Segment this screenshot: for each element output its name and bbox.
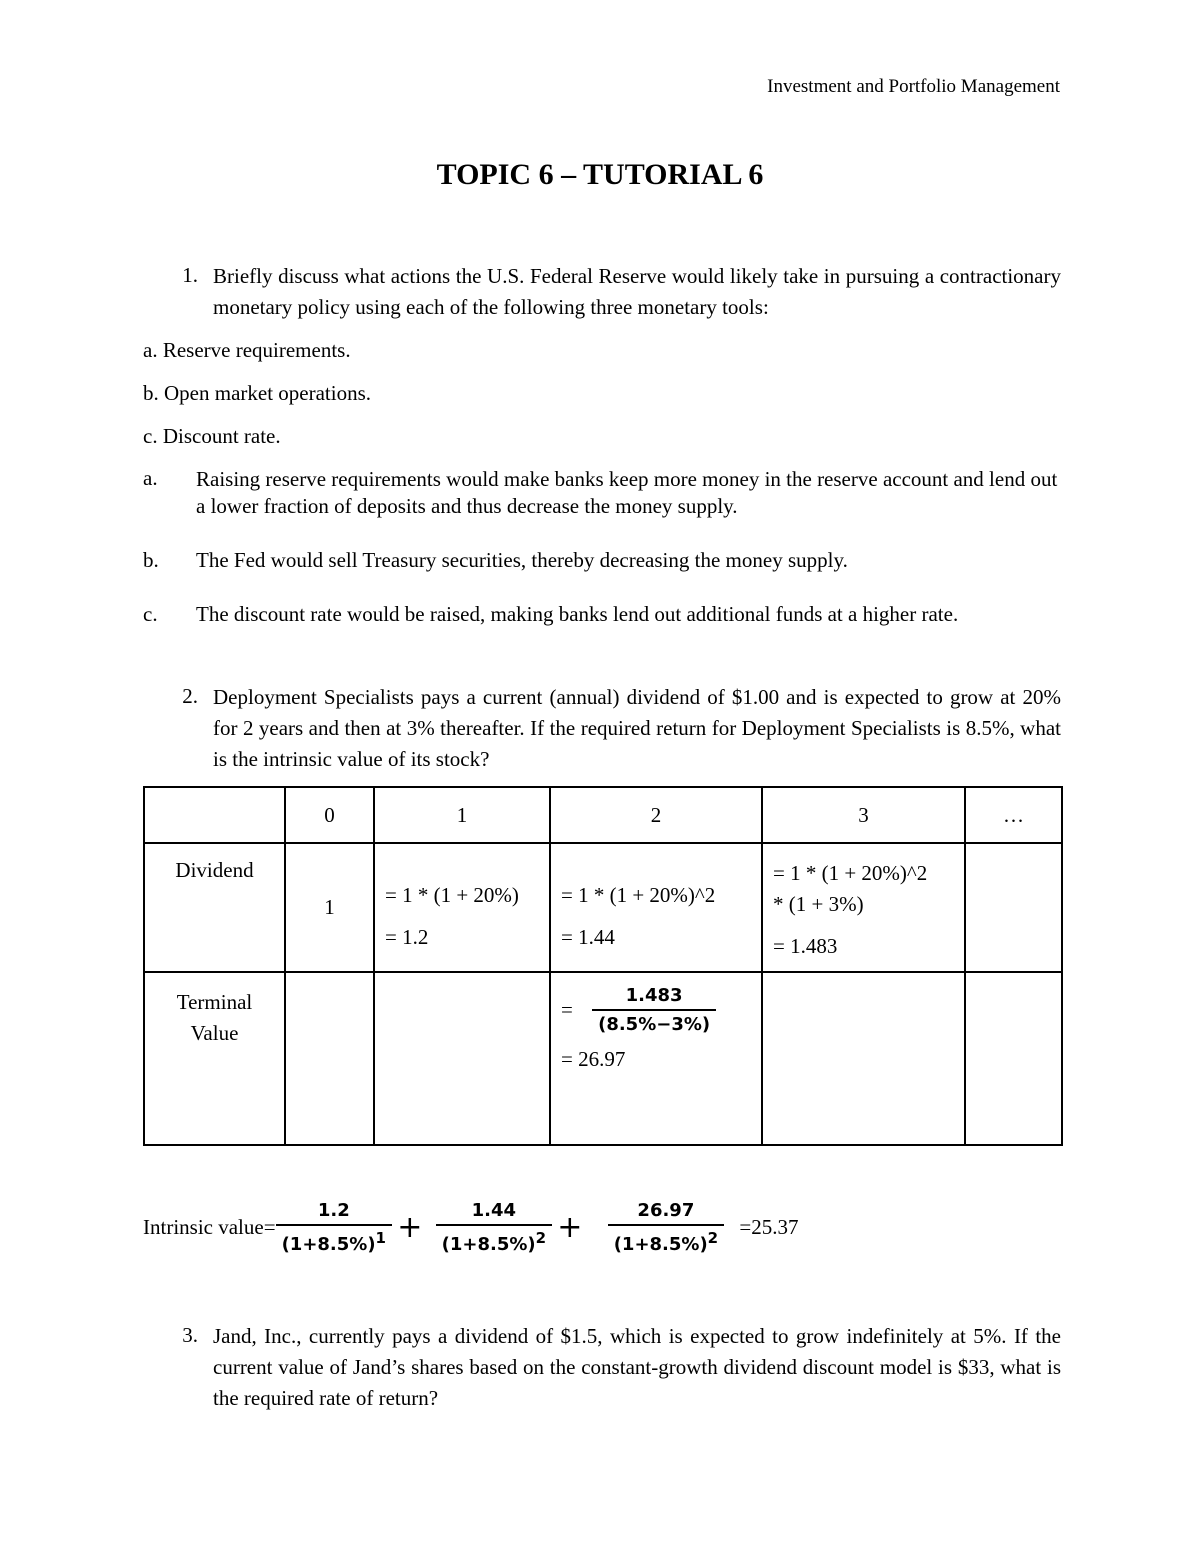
terminal-year-1 (374, 972, 550, 1145)
dividend-year-2-formula: = 1 * (1 + 20%)^2 (561, 883, 716, 907)
term-denominator: (1+8.5%) (281, 1234, 376, 1255)
terminal-label-line2: Value (190, 1021, 239, 1045)
term-exponent: 2 (707, 1229, 719, 1247)
intrinsic-result: =25.37 (739, 1215, 799, 1239)
term-numerator: 26.97 (608, 1200, 724, 1226)
q1-option-a: a. Reserve requirements. (143, 338, 351, 362)
terminal-year-more (965, 972, 1062, 1145)
table-header-row (144, 787, 1062, 843)
page-title: TOPIC 6 – TUTORIAL 6 (436, 158, 764, 191)
table-header-cell: 1 (374, 787, 550, 843)
term-exponent: 1 (375, 1229, 386, 1247)
terminal-fraction (592, 985, 716, 1035)
terminal-equals: = (561, 997, 573, 1022)
dividend-year-1-formula: = 1 * (1 + 20%) (385, 883, 519, 907)
q1-answer-a: Raising reserve requirements would make banks keep more money in the reserve account and lend out a lower fraction of deposits and thus decrease the money supply. (196, 467, 1058, 518)
q1-option-c: c. Discount rate. (143, 424, 281, 448)
dividend-table (143, 786, 1063, 1146)
q1-text: Briefly discuss what actions the U.S. Federal Reserve would likely take in pursuing a contractionary monetary policy using each of the following three monetary tools: (213, 264, 1061, 319)
terminal-numerator: 1.483 (592, 985, 716, 1011)
intrinsic-equals: = (263, 1215, 276, 1239)
terminal-denominator: (8.5%−3%) (598, 1014, 711, 1035)
term-numerator: 1.44 (436, 1200, 552, 1226)
q1-answer-c: The discount rate would be raised, making banks lend out additional funds at a higher rate. (196, 602, 959, 626)
table-header-cell (144, 787, 285, 843)
intrinsic-value-label: Intrinsic value (143, 1215, 264, 1239)
term-denominator: (1+8.5%) (441, 1234, 536, 1255)
term-numerator: 1.2 (276, 1200, 392, 1226)
q1-option-b: b. Open market operations. (143, 381, 372, 405)
terminal-year-3 (762, 972, 965, 1145)
table-header-cell: … (965, 787, 1062, 843)
q1-answer-b-label: b. (143, 548, 159, 572)
plus-sign: + (397, 1210, 423, 1245)
dividend-year-2-value: = 1.44 (561, 925, 615, 949)
term-exponent: 2 (535, 1229, 547, 1247)
intrinsic-term-2 (436, 1200, 552, 1255)
plus-sign: + (557, 1210, 583, 1245)
intrinsic-value-formula (143, 1200, 798, 1255)
dividend-year-3 (762, 843, 965, 972)
running-header: Investment and Portfolio Management (767, 76, 1060, 97)
table-header-cell: 3 (762, 787, 965, 843)
q1-answer-c-label: c. (143, 602, 158, 626)
intrinsic-term-1 (276, 1200, 392, 1255)
table-row-terminal (144, 972, 1062, 1145)
q2-number: 2. (182, 684, 198, 708)
terminal-year-2 (550, 972, 762, 1145)
dividend-year-3-formula: = 1 * (1 + 20%)^2 (773, 861, 928, 885)
q1-answer-a-label: a. (143, 466, 158, 490)
intrinsic-term-3 (608, 1200, 724, 1255)
dividend-year-0: 1 (285, 843, 374, 972)
table-header-cell: 0 (285, 787, 374, 843)
dividend-label: Dividend (144, 843, 285, 972)
q1-answer-b: The Fed would sell Treasury securities, thereby decreasing the money supply. (196, 548, 848, 572)
dividend-year-3-value: = 1.483 (773, 934, 838, 958)
q2-text: Deployment Specialists pays a current (annual) dividend of $1.00 and is expected to grow at 20% for 2 years and then at 3% thereafter. If the required return for Deployment Specialists is 8.5%, what is the intrinsic value of its stock? (213, 685, 1061, 771)
dividend-year-3-formula-cont: * (1 + 3%) (773, 892, 864, 916)
dividend-year-more (965, 843, 1062, 972)
q3-text: Jand, Inc., currently pays a dividend of $1.5, which is expected to grow indefinitely at 5%. If the current value of Jand’s shares based on the constant-growth dividend discount model is $33, what is the required rate of return? (213, 1324, 1061, 1410)
q1-number: 1. (182, 263, 198, 287)
table-header-cell: 2 (550, 787, 762, 843)
terminal-value: = 26.97 (561, 1047, 626, 1071)
term-denominator: (1+8.5%) (613, 1234, 708, 1255)
dividend-year-2 (550, 843, 762, 972)
terminal-label-line1: Terminal (176, 990, 253, 1014)
terminal-label (144, 972, 285, 1145)
q3-number: 3. (182, 1323, 198, 1347)
table-row-dividend (144, 843, 1062, 972)
terminal-year-0 (285, 972, 374, 1145)
dividend-year-1-value: = 1.2 (385, 925, 429, 949)
dividend-year-1 (374, 843, 550, 972)
